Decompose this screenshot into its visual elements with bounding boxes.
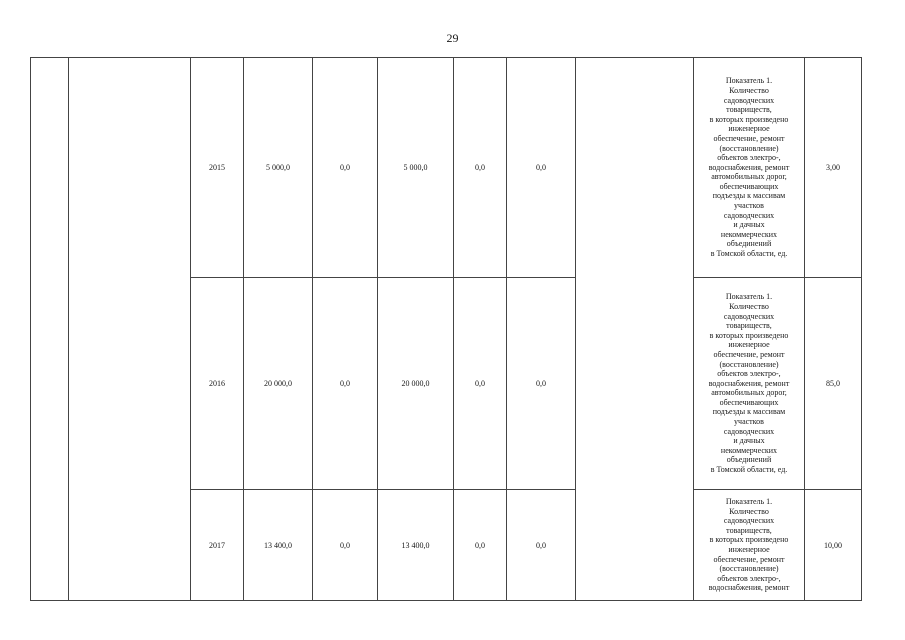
indicator-line: участков [734, 201, 764, 211]
indicator-line: водоснабжения, ремонт [708, 378, 790, 388]
indicator-line: подъезды к массивам [712, 191, 786, 201]
year-cell: 2015 [191, 58, 244, 278]
indicator-line: Количество [729, 301, 769, 311]
indicator-line: садоводческих [723, 210, 775, 220]
indicator-line: объектов электро-, [717, 153, 781, 163]
indicator-line: Показатель 1. [725, 76, 773, 86]
indicator-line: участков [734, 417, 764, 427]
indicator-line: в Томской области, ед. [710, 465, 788, 475]
indicator-text [694, 292, 804, 474]
indicator-line: и дачных [733, 436, 765, 446]
total-cell: 5 000,0 [244, 58, 313, 278]
target-value-cell: 10,00 [805, 490, 862, 601]
indicator-line: объединений [726, 239, 772, 249]
federal-cell: 0,0 [313, 490, 378, 601]
indicator-line: инженерное [728, 340, 770, 350]
indicator-line: Показатель 1. [725, 497, 773, 507]
indicator-line: садоводческих [723, 95, 775, 105]
indicator-line: автомобильных дорог, [711, 172, 787, 182]
indicator-line: Количество [729, 85, 769, 95]
year-cell: 2017 [191, 490, 244, 601]
indicator-line: некоммерческих [720, 445, 778, 455]
target-value-cell: 3,00 [805, 58, 862, 278]
indicator-text [694, 76, 804, 258]
indicator-line: обеспечение, ремонт [713, 554, 785, 564]
indicator-line: (восстановление) [719, 564, 779, 574]
regional-cell: 20 000,0 [378, 278, 454, 490]
program-table [30, 57, 862, 601]
executor-cell [576, 58, 694, 601]
total-cell: 13 400,0 [244, 490, 313, 601]
indicator-line: в которых произведено [709, 535, 789, 545]
indicator-line: товариществ, [726, 525, 772, 535]
indicator-cell [694, 490, 805, 601]
indicator-line: товариществ, [726, 321, 772, 331]
indicator-cell [694, 278, 805, 490]
regional-cell: 5 000,0 [378, 58, 454, 278]
indicator-line: объектов электро-, [717, 369, 781, 379]
federal-cell: 0,0 [313, 278, 378, 490]
federal-cell: 0,0 [313, 58, 378, 278]
indicator-line: обеспечение, ремонт [713, 349, 785, 359]
indicator-line: обеспечивающих [719, 397, 779, 407]
measure-name-cell [69, 58, 191, 601]
indicator-line: садоводческих [723, 516, 775, 526]
indicator-line: подъезды к массивам [712, 407, 786, 417]
total-cell: 20 000,0 [244, 278, 313, 490]
local-cell: 0,0 [454, 58, 507, 278]
year-cell: 2016 [191, 278, 244, 490]
indicator-line: автомобильных дорог, [711, 388, 787, 398]
indicator-line: (восстановление) [719, 359, 779, 369]
indicator-line: товариществ, [726, 105, 772, 115]
indicator-line: инженерное [728, 545, 770, 554]
local-cell: 0,0 [454, 490, 507, 601]
indicator-line: объединений [726, 455, 772, 465]
indicator-line: Количество [729, 506, 769, 516]
indicator-cell [694, 58, 805, 278]
extra-budget-cell: 0,0 [507, 490, 576, 601]
indicator-line: в которых произведено [709, 330, 789, 340]
indicator-line: инженерное [728, 124, 770, 134]
regional-cell: 13 400,0 [378, 490, 454, 601]
indicator-line: некоммерческих [720, 229, 778, 239]
indicator-line: объектов электро-, [717, 573, 781, 583]
indicator-line: в которых произведено [709, 114, 789, 124]
indicator-line: садоводческих [723, 311, 775, 321]
local-cell: 0,0 [454, 278, 507, 490]
extra-budget-cell: 0,0 [507, 278, 576, 490]
indicator-line: водоснабжения, ремонт [708, 583, 790, 593]
page-number: 29 [446, 31, 459, 45]
indicator-line: садоводческих [723, 426, 775, 436]
indicator-text [694, 497, 804, 593]
table-row [31, 58, 862, 278]
number-cell [31, 58, 69, 601]
indicator-line: водоснабжения, ремонт [708, 162, 790, 172]
indicator-line: в Томской области, ед. [710, 249, 788, 259]
indicator-line: обеспечение, ремонт [713, 133, 785, 143]
target-value-cell: 85,0 [805, 278, 862, 490]
indicator-line: (восстановление) [719, 143, 779, 153]
indicator-line: и дачных [733, 220, 765, 230]
indicator-line: обеспечивающих [719, 181, 779, 191]
extra-budget-cell: 0,0 [507, 58, 576, 278]
indicator-line: Показатель 1. [725, 292, 773, 302]
